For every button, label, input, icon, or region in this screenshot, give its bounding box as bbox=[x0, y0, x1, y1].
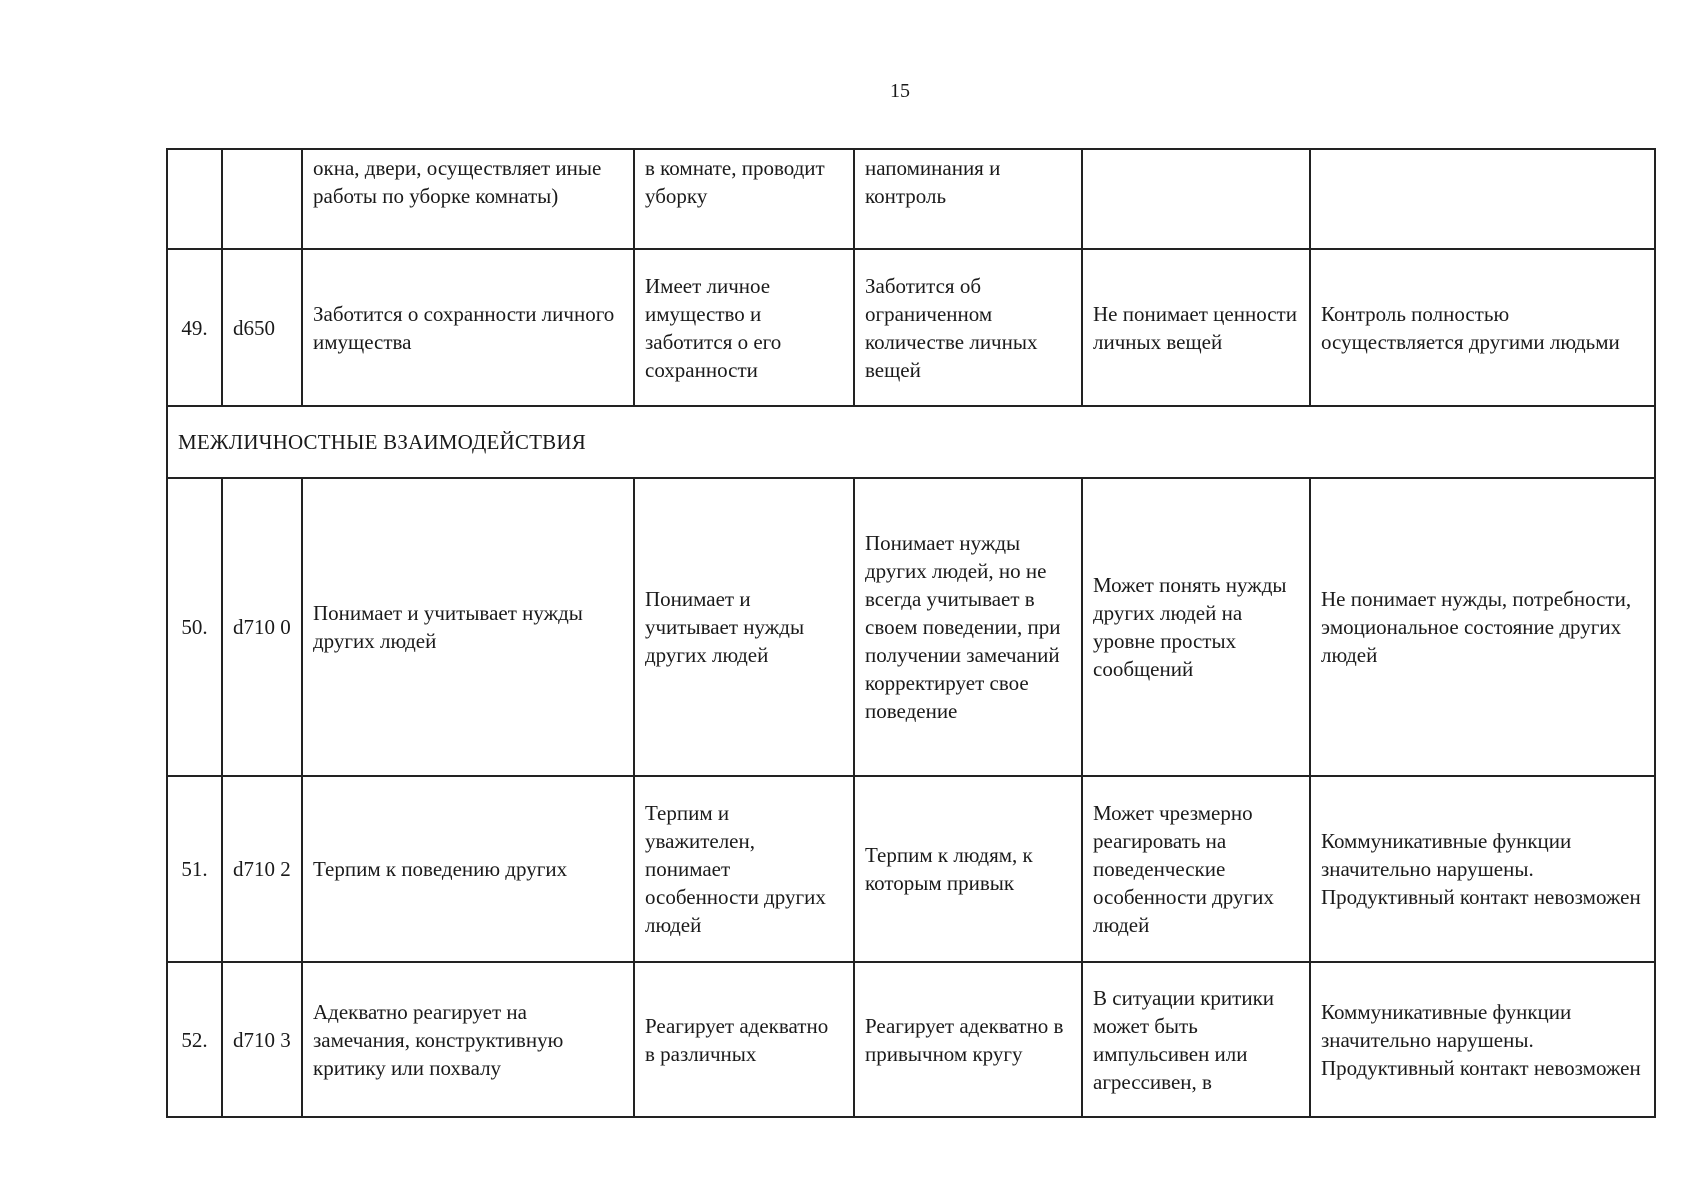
row-number-cell: 50. bbox=[167, 478, 222, 776]
level-impaired-cell: Коммуникативные функции значительно нарушены. Продуктивный контакт невозможен bbox=[1310, 962, 1655, 1117]
row-number-cell: 52. bbox=[167, 962, 222, 1117]
level-partial-cell: напоминания и контроль bbox=[854, 149, 1082, 249]
row-number-cell: 51. bbox=[167, 776, 222, 962]
activity-cell: окна, двери, осуществляет иные работы по уборке комнаты) bbox=[302, 149, 634, 249]
level-partial-cell: Заботится об ограниченном количестве личных вещей bbox=[854, 249, 1082, 406]
level-full-cell: Терпим и уважителен, понимает особенности других людей bbox=[634, 776, 854, 962]
page-number: 15 bbox=[890, 80, 910, 102]
row-number-cell: 49. bbox=[167, 249, 222, 406]
level-limited-cell bbox=[1082, 149, 1310, 249]
activity-cell: Понимает и учитывает нужды других людей bbox=[302, 478, 634, 776]
level-limited-cell: В ситуации критики может быть импульсивен или агрессивен, в bbox=[1082, 962, 1310, 1117]
level-impaired-cell bbox=[1310, 149, 1655, 249]
section-row bbox=[167, 406, 1655, 478]
table-row bbox=[167, 249, 1655, 406]
level-partial-cell: Понимает нужды других людей, но не всегда учитывает в своем поведении, при получении замечаний корректирует свое поведение bbox=[854, 478, 1082, 776]
level-limited-cell: Может понять нужды других людей на уровне простых сообщений bbox=[1082, 478, 1310, 776]
level-impaired-cell: Не понимает нужды, потребности, эмоциональное состояние других людей bbox=[1310, 478, 1655, 776]
code-cell: d710 2 bbox=[222, 776, 302, 962]
level-partial-cell: Терпим к людям, к которым привык bbox=[854, 776, 1082, 962]
level-impaired-cell: Коммуникативные функции значительно нарушены. Продуктивный контакт невозможен bbox=[1310, 776, 1655, 962]
level-full-cell: Реагирует адекватно в различных bbox=[634, 962, 854, 1117]
code-cell: d710 0 bbox=[222, 478, 302, 776]
table-row bbox=[167, 962, 1655, 1117]
level-limited-cell: Не понимает ценности личных вещей bbox=[1082, 249, 1310, 406]
row-number-cell bbox=[167, 149, 222, 249]
level-limited-cell: Может чрезмерно реагировать на поведенческие особенности других людей bbox=[1082, 776, 1310, 962]
table-row bbox=[167, 776, 1655, 962]
level-impaired-cell: Контроль полностью осуществляется другими людьми bbox=[1310, 249, 1655, 406]
table-row bbox=[167, 478, 1655, 776]
level-full-cell: Понимает и учитывает нужды других людей bbox=[634, 478, 854, 776]
code-cell bbox=[222, 149, 302, 249]
activity-cell: Адекватно реагирует на замечания, конструктивную критику или похвалу bbox=[302, 962, 634, 1117]
table-row bbox=[167, 149, 1655, 249]
activity-cell: Терпим к поведению других bbox=[302, 776, 634, 962]
assessment-table bbox=[166, 148, 1656, 1118]
activity-cell: Заботится о сохранности личного имущества bbox=[302, 249, 634, 406]
level-full-cell: Имеет личное имущество и заботится о его сохранности bbox=[634, 249, 854, 406]
level-partial-cell: Реагирует адекватно в привычном кругу bbox=[854, 962, 1082, 1117]
code-cell: d710 3 bbox=[222, 962, 302, 1117]
level-full-cell: в комнате, проводит уборку bbox=[634, 149, 854, 249]
section-title: МЕЖЛИЧНОСТНЫЕ ВЗАИМОДЕЙСТВИЯ bbox=[167, 406, 1655, 478]
code-cell: d650 bbox=[222, 249, 302, 406]
